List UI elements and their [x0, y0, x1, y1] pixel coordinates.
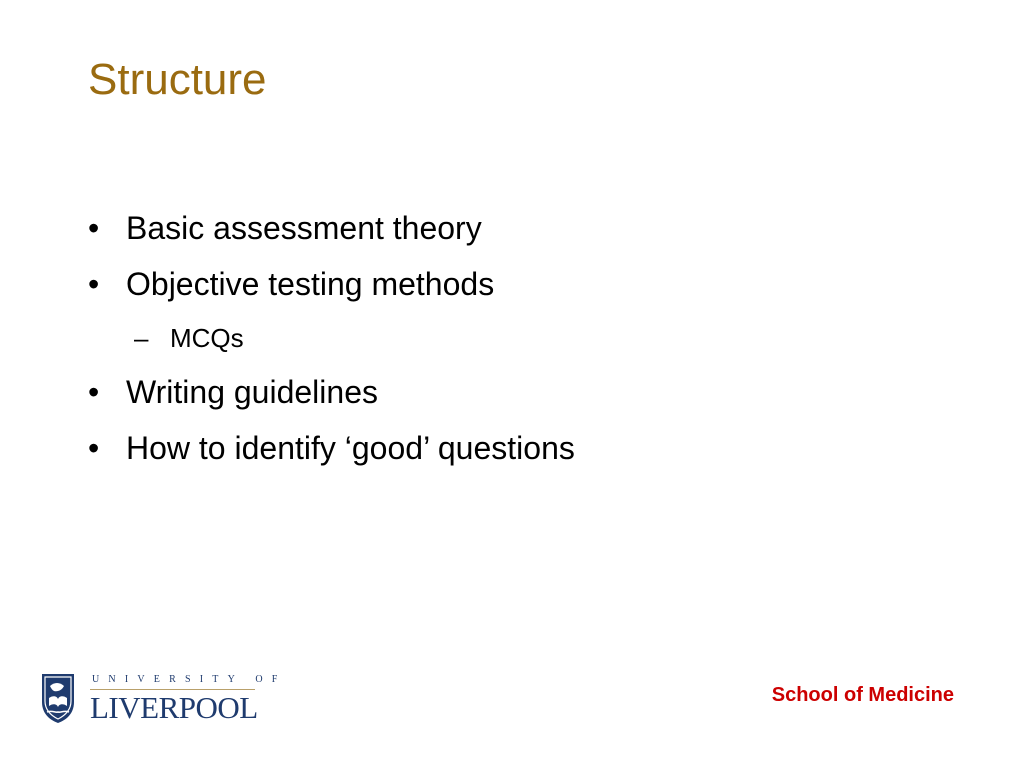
bullet-marker: • [88, 210, 100, 246]
bullet-item [88, 268, 494, 300]
university-logo [40, 672, 287, 730]
sub-bullet-item [134, 325, 244, 351]
bullet-text: How to identify ‘good’ questions [126, 430, 575, 466]
bullet-item [88, 212, 482, 244]
bullet-marker: • [88, 266, 100, 302]
logo-liverpool-text: LIVERPOOL [90, 690, 258, 725]
sub-bullet-marker: – [134, 323, 149, 353]
crest-icon [40, 672, 76, 724]
bullet-item [88, 376, 378, 408]
bullet-item [88, 432, 575, 464]
bullet-text: Objective testing methods [126, 266, 495, 302]
bullet-marker: • [88, 430, 100, 466]
bullet-marker: • [88, 374, 100, 410]
school-label: School of Medicine [771, 684, 954, 706]
slide-title: Structure [88, 55, 267, 104]
logo-university-of-text: UNIVERSITY OF [92, 674, 287, 685]
sub-bullet-text: MCQs [170, 323, 244, 353]
bullet-text: Basic assessment theory [126, 210, 482, 246]
bullet-text: Writing guidelines [126, 374, 378, 410]
